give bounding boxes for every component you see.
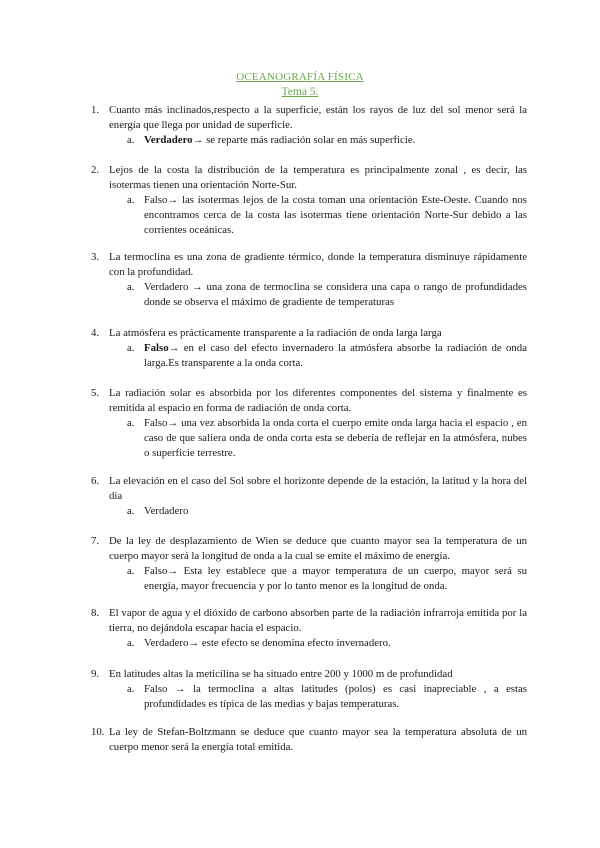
answer-text <box>144 564 527 594</box>
answer-explanation: → se reparte más radiación solar en más superficie. <box>192 134 416 146</box>
answer-text <box>144 193 527 238</box>
answer-text <box>144 636 527 651</box>
answer-letter: a. <box>127 565 135 577</box>
question-number: 2. <box>91 164 100 176</box>
answer-letter: a. <box>127 134 135 146</box>
document-subtitle: Tema 5. <box>281 86 319 98</box>
question-text: La atmósfera es prácticamente transparente a la radiación de onda larga larga <box>109 327 442 339</box>
answer-text <box>144 504 527 519</box>
answer-explanation: → en el caso del efecto invernadero la atmósfera absorbe la radiación de onda larga.Es transparente a la onda corta. <box>144 342 527 369</box>
document-title: OCEANOGRAFÍA FÍSICA <box>236 71 364 83</box>
question-text: Cuanto más inclinados,respecto a la superficie, están los rayos de luz del sol menor será la energía que llega por unidad de superficie. <box>109 104 527 131</box>
answer-explanation: Falso→ una vez absorbida la onda corta el cuerpo emite onda larga hacia el espacio , en caso de que saliera onda de onda corta esta se debería de reflejar en la atmósfera, nubes o superficie terrestre. <box>144 417 527 459</box>
answer-letter: a. <box>127 281 135 293</box>
answer-verdict: Falso <box>144 342 169 354</box>
question-number: 7. <box>91 535 100 547</box>
answer-letter: a. <box>127 417 135 429</box>
question-number: 6. <box>91 475 100 487</box>
document-header <box>0 71 600 98</box>
answer-explanation: Falso → la termoclina a altas latitudes (polos) es casi inapreciable , a estas profundidades es típica de las medias y bajas temperaturas. <box>144 683 527 710</box>
answer-letter: a. <box>127 194 135 206</box>
question-number: 4. <box>91 327 100 339</box>
answer-explanation: Verdadero <box>144 505 189 517</box>
answer-letter: a. <box>127 505 135 517</box>
answer-text <box>144 133 527 148</box>
answer-explanation: Falso→ Esta ley establece que a mayor temperatura de un cuerpo, mayor será su energía, mayor frecuencia y por lo tanto menor es la longitud de onda. <box>144 565 527 592</box>
answer-explanation: Verdadero→ este efecto se denomina efecto invernadero. <box>144 637 391 649</box>
question-text: Lejos de la costa la distribución de la temperatura es principalmente zonal , es decir, las isotermas tienen una orientación Norte-Sur. <box>109 164 527 191</box>
question-number: 3. <box>91 251 100 263</box>
answer-verdict: Verdadero <box>144 134 193 146</box>
answer-text <box>144 416 527 461</box>
answer-letter: a. <box>127 342 135 354</box>
question-number: 1. <box>91 104 100 116</box>
question-text: En latitudes altas la meticilina se ha situado entre 200 y 1000 m de profundidad <box>109 668 453 680</box>
answer-text <box>144 280 527 310</box>
answer-text <box>144 682 527 712</box>
question-number: 10. <box>91 726 105 738</box>
question-number: 9. <box>91 668 100 680</box>
answer-explanation: Falso→ las isotermas lejos de la costa toman una orientación Este-Oeste. Cuando nos encontramos cerca de la costa las isotermas tiene orientación Norte-Sur debido a las corrientes oceánicas. <box>144 194 527 236</box>
question-text: La elevación en el caso del Sol sobre el horizonte depende de la estación, la latitud y la hora del día <box>109 475 527 502</box>
question-number: 8. <box>91 607 100 619</box>
question-text: De la ley de desplazamiento de Wien se deduce que cuanto mayor sea la temperatura de un cuerpo mayor será la longitud de onda a la cual se emite el máximo de energía. <box>109 535 527 562</box>
question-number: 5. <box>91 387 100 399</box>
question-text: El vapor de agua y el dióxido de carbono absorben parte de la radiación infrarroja emitida por la tierra, no dejándola escapar hacia el espacio. <box>109 607 527 634</box>
question-text: La termoclina es una zona de gradiente térmico, donde la temperatura disminuye rápidamente con la profundidad. <box>109 251 527 278</box>
answer-text <box>144 341 527 371</box>
question-text: La radiación solar es absorbida por los diferentes componentes del sistema y finalmente es remitida al espacio en forma de radiación de onda corta. <box>109 387 527 414</box>
question-text: La ley de Stefan-Boltzmann se deduce que cuanto mayor sea la temperatura absoluta de un cuerpo menor será la energía total emitida. <box>109 726 527 753</box>
answer-letter: a. <box>127 683 135 695</box>
answer-letter: a. <box>127 637 135 649</box>
answer-explanation: Verdadero → una zona de termoclina se considera una capa o rango de profundidades donde se observa el máximo de gradiente de temperaturas <box>144 281 527 308</box>
